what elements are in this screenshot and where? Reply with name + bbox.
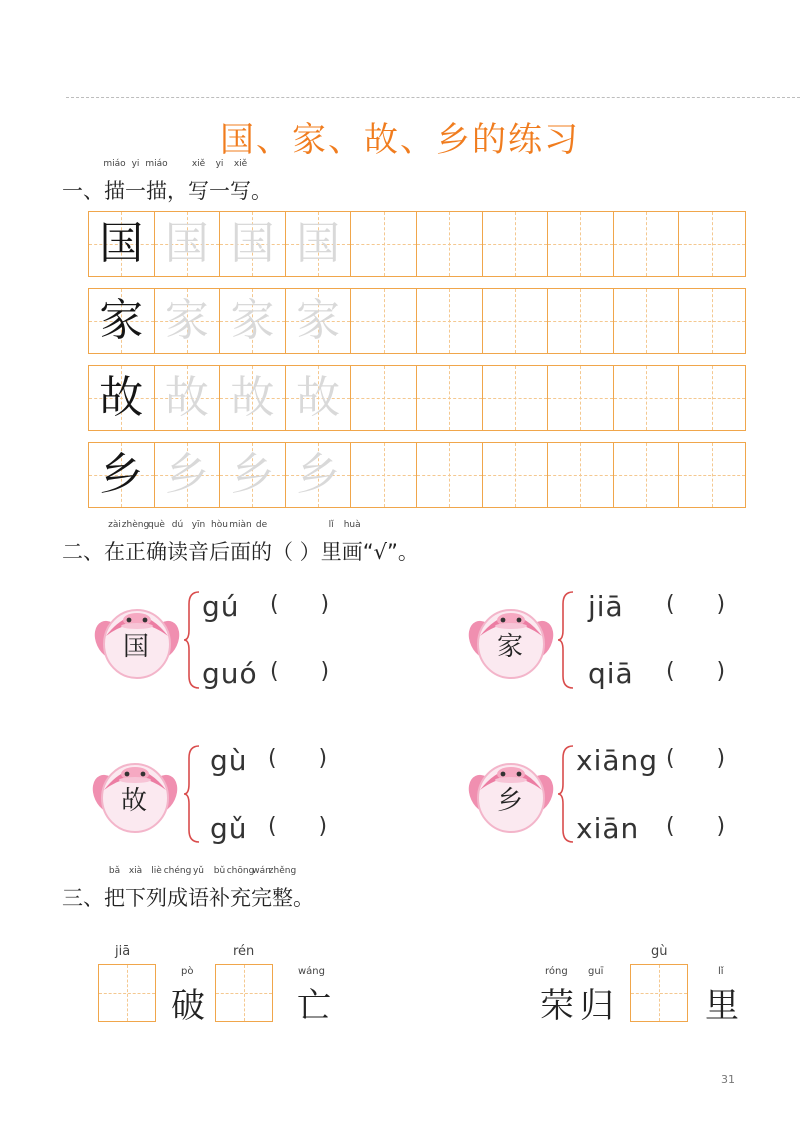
mascot-icon xyxy=(90,752,180,832)
blank-writing-cell[interactable] xyxy=(351,443,417,507)
blank-writing-cell[interactable] xyxy=(483,366,549,430)
heading-pinyin: yi xyxy=(215,159,224,169)
heading-hanzi: 充 xyxy=(230,886,251,910)
heading-hanzi: 正 xyxy=(125,540,146,564)
heading-word xyxy=(125,159,146,205)
heading-hanzi: 画 xyxy=(341,540,363,564)
heading-pinyin: què xyxy=(148,520,165,530)
heading-word xyxy=(104,866,125,912)
heading-hanzi: 读 xyxy=(167,540,188,564)
heading-pinyin: bǔ xyxy=(213,866,226,876)
blank-writing-cell[interactable] xyxy=(417,366,483,430)
answer-parentheses[interactable]: ( ) xyxy=(268,814,328,839)
heading-hanzi: 写 xyxy=(230,179,251,203)
heading-word xyxy=(104,520,125,566)
pinyin-option: gù xyxy=(210,744,248,777)
blank-writing-cell[interactable] xyxy=(679,289,745,353)
heading-word xyxy=(209,159,230,205)
heading-pinyin: miáo xyxy=(103,159,126,169)
blank-writing-cell[interactable] xyxy=(483,443,549,507)
heading-pinyin: yi xyxy=(131,159,140,169)
tracing-character: 国 xyxy=(230,218,275,269)
heading-pinyin: bǎ xyxy=(108,866,121,876)
heading-hanzi: 成 xyxy=(167,886,188,910)
trace-cell xyxy=(220,212,286,276)
heading-word xyxy=(363,536,419,566)
blank-writing-cell[interactable] xyxy=(548,289,614,353)
model-character: 国 xyxy=(99,218,144,269)
heading-hanzi: 音 xyxy=(188,540,209,564)
model-character: 故 xyxy=(99,372,144,423)
idiom1-answer-box-2[interactable] xyxy=(215,964,273,1022)
heading-word xyxy=(251,520,272,566)
trace-cell xyxy=(155,212,221,276)
heading-pinyin: chōng xyxy=(226,866,255,876)
heading-hanzi: 里 xyxy=(320,540,342,564)
answer-parentheses[interactable]: ( ) xyxy=(666,659,726,684)
trace-cell xyxy=(155,366,221,430)
top-dashed-divider xyxy=(66,97,800,98)
brace-icon xyxy=(183,590,201,694)
blank-writing-cell[interactable] xyxy=(614,289,680,353)
blank-writing-cell[interactable] xyxy=(483,212,549,276)
heading-hanzi: 写 xyxy=(188,179,209,203)
trace-cell xyxy=(286,212,352,276)
answer-parentheses[interactable]: ( ) xyxy=(268,746,328,771)
section3-number: 三、 xyxy=(62,886,104,910)
section2-number: 二、 xyxy=(62,540,104,564)
heading-hanzi: 语 xyxy=(188,886,209,910)
brace-icon xyxy=(557,744,575,848)
trace-cell xyxy=(89,366,155,430)
heading-hanzi: 补 xyxy=(209,886,230,910)
heading-pinyin: hòu xyxy=(211,520,228,530)
char1-pinyin: róng xyxy=(545,966,568,977)
heading-word xyxy=(251,866,272,912)
heading-pinyin: dú xyxy=(171,520,184,530)
heading-hanzi: 描 xyxy=(104,179,125,203)
trace-cell xyxy=(286,443,352,507)
pinyin-option: qiā xyxy=(588,657,634,690)
trace-cell xyxy=(286,289,352,353)
heading-pinyin: zhěng xyxy=(268,866,297,876)
heading-word xyxy=(167,520,188,566)
pinyin-option: jiā xyxy=(588,590,624,623)
quiz-character: 国 xyxy=(123,632,150,662)
trace-cell xyxy=(286,366,352,430)
heading-pinyin: wán xyxy=(252,866,271,876)
heading-word xyxy=(272,536,321,566)
idiom2-char-gui: 归 xyxy=(580,986,614,1026)
blank-writing-cell[interactable] xyxy=(548,212,614,276)
heading-hanzi: （ ） xyxy=(272,540,321,564)
mascot-icon xyxy=(466,598,556,678)
heading-word xyxy=(121,520,150,566)
writing-row xyxy=(88,365,746,431)
heading-pinyin: miàn xyxy=(229,520,252,530)
heading-word xyxy=(209,520,230,566)
blank-writing-cell[interactable] xyxy=(679,366,745,430)
heading-word xyxy=(146,520,167,566)
model-character: 乡 xyxy=(99,449,144,500)
heading-hanzi: 面 xyxy=(230,540,251,564)
blank-writing-cell[interactable] xyxy=(614,212,680,276)
heading-pinyin: zài xyxy=(108,520,121,530)
model-character: 家 xyxy=(99,295,144,346)
heading-pinyin: xiě xyxy=(233,159,248,169)
quiz-character: 故 xyxy=(121,786,148,816)
idiom1-char-wang: 亡 xyxy=(297,986,331,1026)
page-number: 31 xyxy=(721,1073,735,1086)
heading-word xyxy=(293,882,314,912)
blank-writing-cell[interactable] xyxy=(351,289,417,353)
brace-icon xyxy=(183,744,201,848)
brace-icon xyxy=(557,590,575,694)
heading-pinyin: de xyxy=(255,520,268,530)
heading-hanzi: 在 xyxy=(104,540,125,564)
heading-pinyin: liè xyxy=(151,866,162,876)
blank-writing-cell[interactable] xyxy=(417,443,483,507)
section1-number: 一、 xyxy=(62,179,104,203)
idiom2-char-li: 里 xyxy=(705,986,739,1026)
heading-hanzi: ， xyxy=(167,179,188,203)
heading-word xyxy=(125,866,146,912)
blank-writing-cell[interactable] xyxy=(351,212,417,276)
heading-pinyin: huà xyxy=(343,520,361,530)
blank-writing-cell[interactable] xyxy=(351,366,417,430)
tracing-character: 家 xyxy=(230,295,275,346)
section1-heading xyxy=(62,159,272,205)
answer-parentheses[interactable]: ( ) xyxy=(666,592,726,617)
heading-word xyxy=(163,866,192,912)
heading-hanzi: 的 xyxy=(251,540,272,564)
idiom2-answer-box[interactable] xyxy=(630,964,688,1022)
trace-cell xyxy=(89,289,155,353)
heading-pinyin: yǔ xyxy=(192,866,205,876)
heading-word xyxy=(251,175,272,205)
heading-word xyxy=(209,866,230,912)
blank-writing-cell[interactable] xyxy=(614,366,680,430)
blank-writing-cell[interactable] xyxy=(417,289,483,353)
heading-pinyin: zhèng xyxy=(121,520,150,530)
answer-parentheses[interactable]: ( ) xyxy=(270,659,330,684)
pinyin-option: gú xyxy=(202,590,240,623)
idiom1-answer-box-1[interactable] xyxy=(98,964,156,1022)
heading-hanzi: 确 xyxy=(146,540,167,564)
mascot-icon xyxy=(466,752,556,832)
heading-word xyxy=(229,520,252,566)
section2-heading xyxy=(62,520,419,566)
heading-word xyxy=(226,866,255,912)
heading-word xyxy=(146,866,167,912)
answer-parentheses[interactable]: ( ) xyxy=(666,814,726,839)
heading-word xyxy=(188,866,209,912)
trace-cell xyxy=(220,366,286,430)
pinyin-option: xiāng xyxy=(576,744,659,777)
idiom2-char-rong: 荣 xyxy=(540,986,574,1026)
trace-cell xyxy=(155,289,221,353)
tracing-character: 乡 xyxy=(230,449,275,500)
blank-writing-cell[interactable] xyxy=(548,443,614,507)
heading-hanzi: 。 xyxy=(293,886,314,910)
char2-pinyin: guī xyxy=(588,966,604,977)
idiom1-char-po: 破 xyxy=(171,986,205,1026)
heading-hanzi: 一 xyxy=(209,179,230,203)
blank-writing-cell[interactable] xyxy=(548,366,614,430)
blank-writing-cell[interactable] xyxy=(679,212,745,276)
tracing-character: 国 xyxy=(296,218,341,269)
mascot-icon xyxy=(92,598,182,678)
pinyin-option: xiān xyxy=(576,812,640,845)
heading-word xyxy=(167,175,188,205)
heading-hanzi: 下 xyxy=(125,886,146,910)
writing-row xyxy=(88,288,746,354)
heading-word xyxy=(320,520,342,566)
box1-pinyin: jiā xyxy=(115,944,131,959)
box-pinyin: gù xyxy=(651,944,668,959)
tracing-character: 故 xyxy=(230,372,275,423)
heading-pinyin: chéng xyxy=(163,866,192,876)
heading-word xyxy=(268,866,297,912)
heading-hanzi: 把 xyxy=(104,886,125,910)
trace-cell xyxy=(220,443,286,507)
answer-parentheses[interactable]: ( ) xyxy=(270,592,330,617)
quiz-character: 乡 xyxy=(497,786,524,816)
char4-pinyin: lǐ xyxy=(718,966,724,977)
heading-hanzi: 完 xyxy=(251,886,272,910)
heading-hanzi: 描 xyxy=(146,179,167,203)
trace-cell xyxy=(89,443,155,507)
box2-pinyin: rén xyxy=(233,944,255,959)
trace-cell xyxy=(89,212,155,276)
heading-pinyin: xià xyxy=(128,866,143,876)
heading-pinyin: miáo xyxy=(145,159,168,169)
trace-cell xyxy=(220,289,286,353)
heading-pinyin: yīn xyxy=(191,520,206,530)
heading-hanzi: “√”。 xyxy=(362,540,419,564)
heading-word xyxy=(188,159,209,205)
pinyin-option: gǔ xyxy=(210,812,248,845)
writing-row xyxy=(88,442,746,508)
tracing-character: 故 xyxy=(164,372,209,423)
blank-writing-cell[interactable] xyxy=(679,443,745,507)
heading-hanzi: 列 xyxy=(146,886,167,910)
heading-hanzi: 。 xyxy=(251,179,272,203)
tracing-character: 家 xyxy=(164,295,209,346)
tracing-character: 乡 xyxy=(164,449,209,500)
tracing-character: 故 xyxy=(296,372,341,423)
char2-pinyin: pò xyxy=(181,966,194,977)
heading-word xyxy=(230,159,251,205)
heading-hanzi: 整 xyxy=(272,886,293,910)
tracing-character: 家 xyxy=(296,295,341,346)
blank-writing-cell[interactable] xyxy=(614,443,680,507)
heading-pinyin: lǐ xyxy=(328,520,334,530)
answer-parentheses[interactable]: ( ) xyxy=(666,746,726,771)
heading-word xyxy=(188,520,209,566)
heading-word xyxy=(341,520,363,566)
tracing-character: 国 xyxy=(164,218,209,269)
heading-hanzi: 后 xyxy=(209,540,230,564)
quiz-character: 家 xyxy=(497,632,524,662)
pinyin-option: guó xyxy=(202,657,258,690)
char4-pinyin: wáng xyxy=(298,966,325,977)
section3-heading xyxy=(62,866,314,912)
trace-cell xyxy=(155,443,221,507)
heading-word xyxy=(103,159,126,205)
heading-hanzi: 一 xyxy=(125,179,146,203)
heading-word xyxy=(145,159,168,205)
blank-writing-cell[interactable] xyxy=(483,289,549,353)
heading-pinyin: xiě xyxy=(191,159,206,169)
blank-writing-cell[interactable] xyxy=(417,212,483,276)
writing-row xyxy=(88,211,746,277)
page-title: 国、家、故、乡的练习 xyxy=(220,120,580,160)
tracing-character: 乡 xyxy=(296,449,341,500)
